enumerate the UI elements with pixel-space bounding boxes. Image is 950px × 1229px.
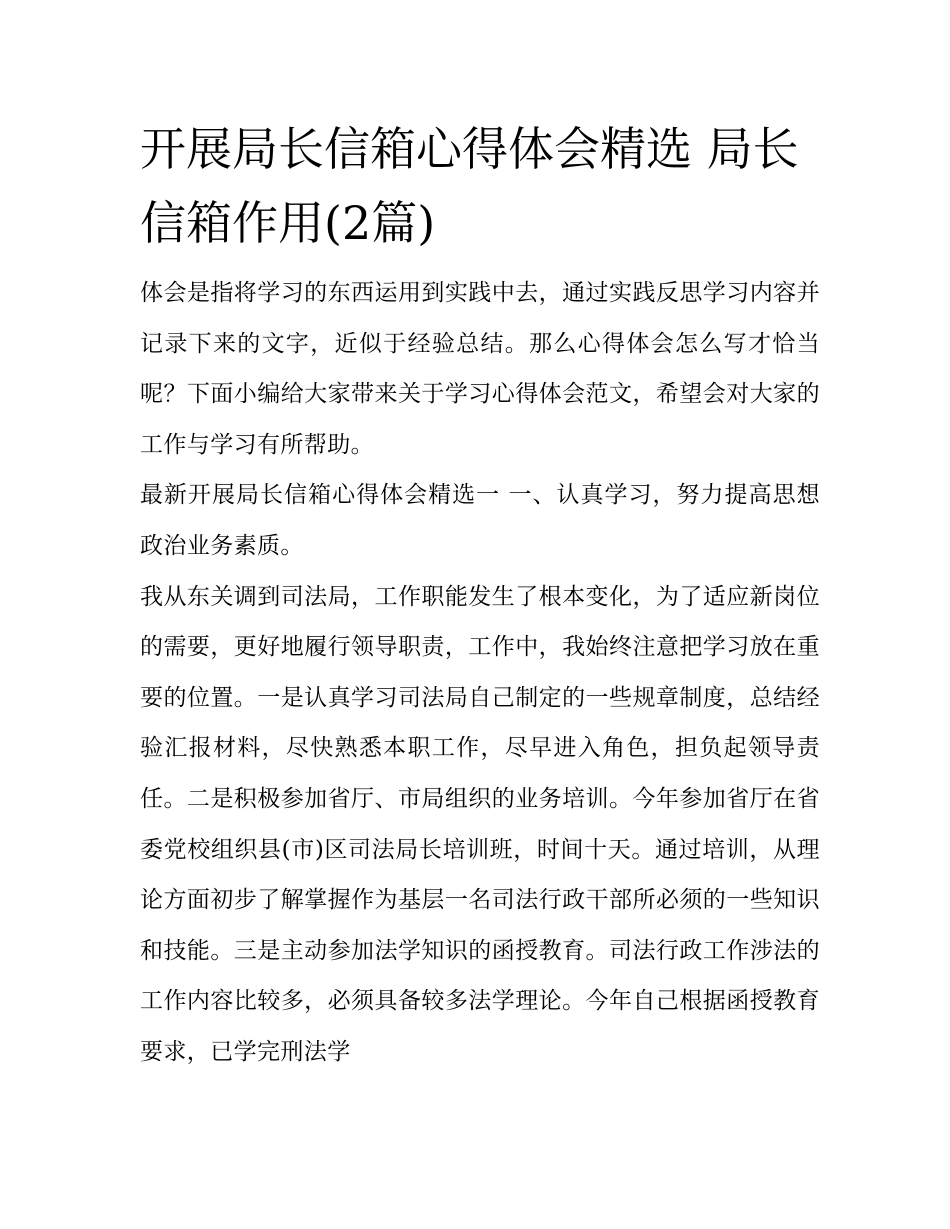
document-title: 开展局长信箱心得体会精选 局长信箱作用(2篇) (140, 122, 799, 250)
document-page (140, 112, 820, 1078)
paragraph-body: 我从东关调到司法局，工作职能发生了根本变化，为了适应新岗位的需要，更好地履行领导职责，工作中，我始终注意把学习放在重要的位置。一是认真学习司法局自己制定的一些规章制度，总结经验汇报材料，尽快熟悉本职工作，尽早进入角色，担负起领导责任。二是积极参加省厅、市局组织的业务培训。今年参加省厅在省委党校组织县(市)区司法局长培训班，时间十天。通过培训，从理论方面初步了解掌握作为基层一名司法行政干部所必须的一些知识和技能。三是主动参加法学知识的函授教育。司法行政工作涉法的工作内容比较多，必须具备较多法学理论。今年自己根据函授教育要求，已学完刑法学 (140, 583, 820, 1065)
paragraph-section-heading: 最新开展局长信箱心得体会精选一 一、认真学习，努力提高思想政治业务素质。 (140, 482, 820, 559)
paragraph-intro: 体会是指将学习的东西运用到实践中去，通过实践反思学习内容并记录下来的文字，近似于经验总结。那么心得体会怎么写才恰当呢？下面小编给大家带来关于学习心得体会范文，希望会对大家的工作与学习有所帮助。 (140, 280, 820, 458)
